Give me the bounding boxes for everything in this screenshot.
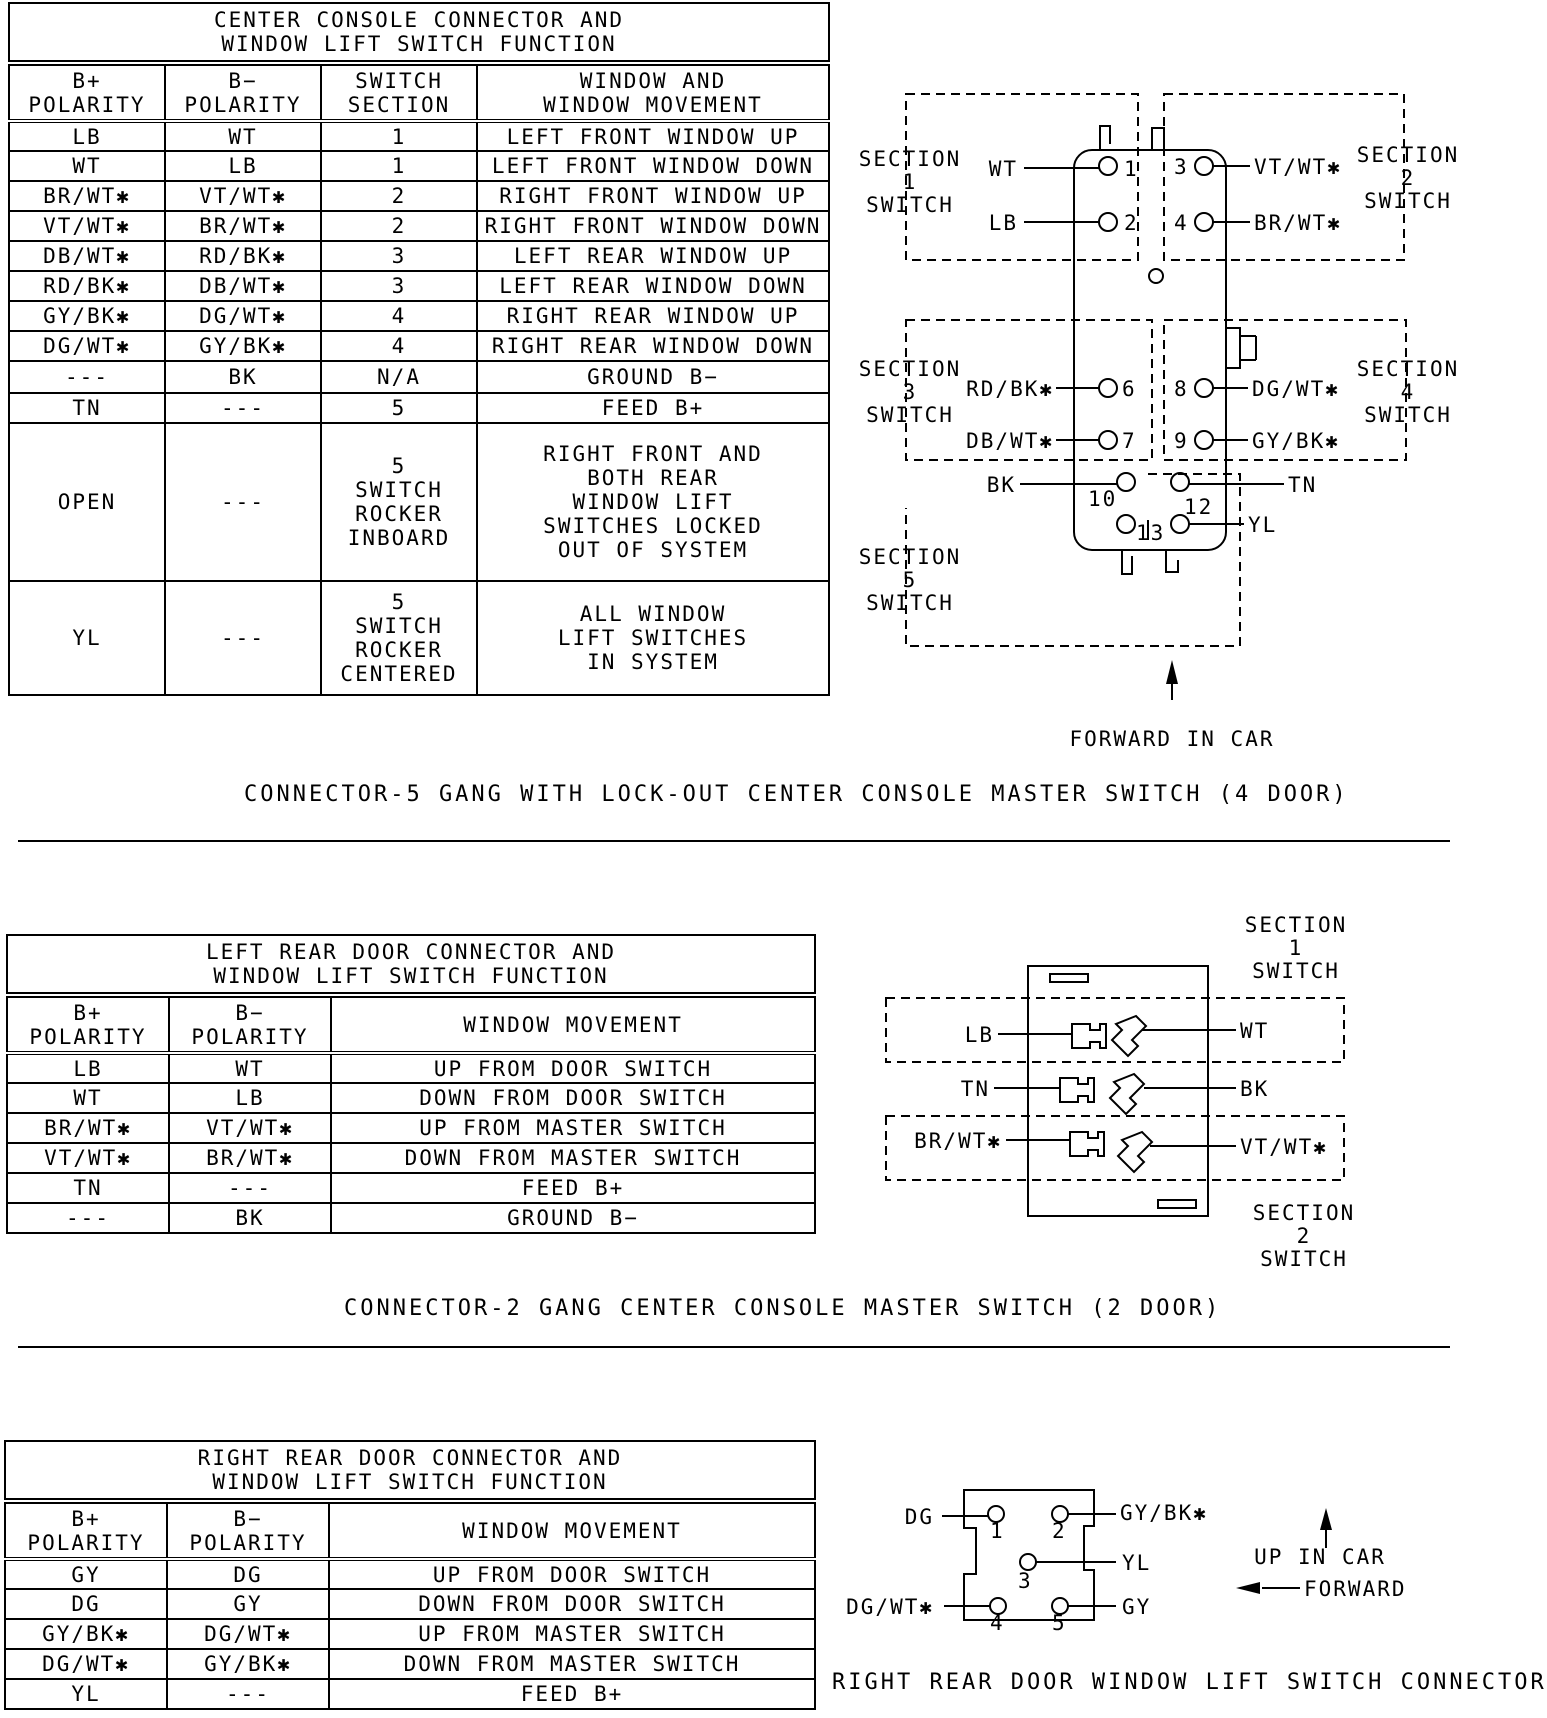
pin-8 — [1195, 379, 1213, 397]
table-row — [9, 121, 829, 151]
table-cell: RIGHT REAR WINDOW UP — [477, 301, 829, 331]
pin-number: 1 — [990, 1519, 1005, 1543]
table-cell: GROUND B− — [477, 361, 829, 393]
pin-number: 8 — [1174, 377, 1189, 401]
table-cell: DOWN FROM DOOR SWITCH — [329, 1589, 815, 1619]
terminal-icon — [1060, 1078, 1094, 1102]
table-cell: LB — [9, 121, 165, 151]
table-cell: LEFT REAR WINDOW UP — [477, 241, 829, 271]
table-row — [9, 241, 829, 271]
table-cell: --- — [165, 423, 321, 581]
table-cell: RIGHT FRONT WINDOW DOWN — [477, 211, 829, 241]
column-header: B+ POLARITY — [7, 995, 169, 1053]
wire-label-bk: BK — [986, 473, 1016, 497]
table-title: RIGHT REAR DOOR CONNECTOR AND WINDOW LIFT SWITCH FUNCTION — [5, 1441, 815, 1501]
table-cell: GROUND B− — [331, 1203, 815, 1233]
table-cell: WT — [165, 121, 321, 151]
table-cell: WT — [169, 1053, 331, 1083]
table-row — [5, 1649, 815, 1679]
wire-label-dg: DG — [904, 1505, 934, 1529]
table-cell: DB/WT✱ — [165, 271, 321, 301]
table-cell: WT — [9, 151, 165, 181]
table-cell: RD/BK✱ — [9, 271, 165, 301]
table-row — [5, 1679, 815, 1709]
table-cell: UP FROM DOOR SWITCH — [331, 1053, 815, 1083]
side-tab — [1226, 328, 1240, 368]
table-cell: GY/BK✱ — [167, 1649, 329, 1679]
label-line: 5 — [902, 568, 918, 592]
table-cell: --- — [7, 1203, 169, 1233]
table-cell: VT/WT✱ — [9, 211, 165, 241]
wire-label-dg-wt: DG/WT✱ — [1252, 377, 1340, 401]
label-line: SECTION — [1356, 357, 1460, 381]
table-cell: UP FROM DOOR SWITCH — [329, 1559, 815, 1589]
column-header: B− POLARITY — [167, 1501, 329, 1559]
table-row — [5, 1589, 815, 1619]
center-console-table — [8, 2, 830, 696]
table-cell: 2 — [321, 181, 477, 211]
section-2-label — [1357, 143, 1460, 213]
section-4-label — [1357, 357, 1460, 427]
table-row — [7, 1053, 815, 1083]
five-gang-connector-diagram — [840, 80, 1460, 751]
pin-number: 2 — [1124, 211, 1139, 235]
table-cell: LB — [169, 1083, 331, 1113]
table-cell: YL — [5, 1679, 167, 1709]
pin-6 — [1099, 379, 1117, 397]
label-line: SECTION — [1244, 913, 1348, 937]
label-line: 1 — [1288, 936, 1304, 960]
label-line: 1 — [902, 170, 918, 194]
label-line: SWITCH — [866, 403, 954, 427]
table-cell: LEFT FRONT WINDOW DOWN — [477, 151, 829, 181]
pin-7 — [1099, 431, 1117, 449]
table-cell: --- — [165, 393, 321, 423]
table-cell: --- — [167, 1679, 329, 1709]
table-row — [9, 423, 829, 581]
pin-9 — [1195, 431, 1213, 449]
up-arrow-icon — [1320, 1508, 1332, 1530]
table-cell: YL — [9, 581, 165, 695]
label-line: SWITCH — [866, 591, 954, 615]
table-title: LEFT REAR DOOR CONNECTOR AND WINDOW LIFT SWITCH FUNCTION — [7, 935, 815, 995]
forward-in-car-label: FORWARD IN CAR — [1069, 727, 1275, 751]
wire-label-lb: LB — [964, 1023, 994, 1047]
table-cell: UP FROM MASTER SWITCH — [331, 1113, 815, 1143]
label-line: SWITCH — [1252, 959, 1340, 983]
terminal-angled-icon — [1118, 1132, 1152, 1172]
table-cell: BR/WT✱ — [7, 1113, 169, 1143]
wire-label-rd-bk: RD/BK✱ — [966, 377, 1054, 401]
left-rear-door-table — [6, 934, 816, 1234]
table-cell: DB/WT✱ — [9, 241, 165, 271]
pin-number: 13 — [1136, 521, 1166, 545]
table-cell: LEFT REAR WINDOW DOWN — [477, 271, 829, 301]
table-row — [7, 1203, 815, 1233]
wire-label-tn: TN — [1288, 473, 1318, 497]
right-rear-connector-caption: RIGHT REAR DOOR WINDOW LIFT SWITCH CONNECTOR — [832, 1670, 1547, 1695]
table-cell: OPEN — [9, 423, 165, 581]
table-cell: DOWN FROM MASTER SWITCH — [329, 1649, 815, 1679]
column-header: WINDOW AND WINDOW MOVEMENT — [477, 63, 829, 121]
table-row — [9, 361, 829, 393]
pin-2 — [1099, 213, 1117, 231]
table-cell: BR/WT✱ — [165, 211, 321, 241]
table-cell: GY/BK✱ — [9, 301, 165, 331]
table-cell: ALL WINDOW LIFT SWITCHES IN SYSTEM — [477, 581, 829, 695]
table-cell: DG/WT✱ — [5, 1649, 167, 1679]
section-1-box — [906, 94, 1138, 260]
table-cell: VT/WT✱ — [7, 1143, 169, 1173]
table-cell: UP FROM MASTER SWITCH — [329, 1619, 815, 1649]
table-cell: BR/WT✱ — [169, 1143, 331, 1173]
table-row — [9, 211, 829, 241]
latch-top — [1100, 126, 1164, 150]
label-line: 3 — [902, 380, 918, 404]
table-cell: RIGHT FRONT WINDOW UP — [477, 181, 829, 211]
table-cell: BK — [165, 361, 321, 393]
table-cell: DG/WT✱ — [165, 301, 321, 331]
table-cell: 5 — [321, 393, 477, 423]
label-line: SECTION — [858, 545, 962, 569]
divider — [18, 1346, 1450, 1348]
divider — [18, 840, 1450, 842]
table-cell: LB — [7, 1053, 169, 1083]
forward-arrow-icon — [1166, 660, 1178, 684]
table-cell: 5 SWITCH ROCKER CENTERED — [321, 581, 477, 695]
two-gang-connector-diagram — [840, 900, 1456, 1300]
column-header: WINDOW MOVEMENT — [329, 1501, 815, 1559]
table-cell: 2 — [321, 211, 477, 241]
section-1-box — [886, 998, 1344, 1062]
table-cell: --- — [165, 581, 321, 695]
table-cell: DG — [5, 1589, 167, 1619]
table-cell: FEED B+ — [329, 1679, 815, 1709]
table-row — [7, 1113, 815, 1143]
table-cell: FEED B+ — [477, 393, 829, 423]
label-line: SECTION — [1356, 143, 1460, 167]
wire-label-bk: BK — [1240, 1077, 1270, 1101]
column-header: WINDOW MOVEMENT — [331, 995, 815, 1053]
terminal-icon — [1070, 1132, 1104, 1156]
wire-label-br-wt: BR/WT✱ — [1254, 211, 1342, 235]
table-cell: N/A — [321, 361, 477, 393]
table-cell: 1 — [321, 151, 477, 181]
table-row — [9, 301, 829, 331]
wire-label-wt: WT — [988, 157, 1018, 181]
pin-3 — [1195, 157, 1213, 175]
table-cell: LEFT FRONT WINDOW UP — [477, 121, 829, 151]
forward-arrow-icon — [1236, 1582, 1260, 1594]
table-cell: --- — [169, 1173, 331, 1203]
table-cell: GY/BK✱ — [165, 331, 321, 361]
pin-number: 4 — [1174, 211, 1189, 235]
table-cell: DG/WT✱ — [167, 1619, 329, 1649]
pin-10 — [1117, 473, 1135, 491]
pin-number: 6 — [1122, 377, 1137, 401]
table-row — [7, 1173, 815, 1203]
label-line: 2 — [1400, 166, 1416, 190]
pin-13 — [1117, 515, 1135, 533]
table-cell: BR/WT✱ — [9, 181, 165, 211]
pin-4 — [1195, 213, 1213, 231]
table-row — [9, 181, 829, 211]
connector-2-caption: CONNECTOR-2 GANG CENTER CONSOLE MASTER SWITCH (2 DOOR) — [344, 1296, 1222, 1321]
section-1-label — [859, 147, 962, 217]
table-row — [9, 581, 829, 695]
table-cell: LB — [165, 151, 321, 181]
table-row — [7, 1143, 815, 1173]
label-line: SECTION — [858, 147, 962, 171]
right-rear-door-table — [4, 1440, 816, 1710]
table-cell: DOWN FROM MASTER SWITCH — [331, 1143, 815, 1173]
label-line: SWITCH — [866, 193, 954, 217]
table-row — [9, 331, 829, 361]
table-cell: DG/WT✱ — [9, 331, 165, 361]
table-cell: 3 — [321, 271, 477, 301]
pin-number: 7 — [1122, 429, 1137, 453]
pin-number: 4 — [990, 1611, 1005, 1635]
wire-label-vt-wt: VT/WT✱ — [1254, 155, 1342, 179]
table-cell: TN — [7, 1173, 169, 1203]
label-line: SECTION — [1252, 1201, 1356, 1225]
latch-bottom — [1122, 550, 1178, 574]
section-3-label — [859, 357, 962, 427]
terminal-icon — [1072, 1024, 1106, 1048]
table-cell: GY — [5, 1559, 167, 1589]
table-cell: GY/BK✱ — [5, 1619, 167, 1649]
column-header: B− POLARITY — [169, 995, 331, 1053]
pin-number: 9 — [1174, 429, 1189, 453]
pin-number: 3 — [1018, 1569, 1033, 1593]
pin-number: 12 — [1184, 495, 1214, 519]
label-line: 2 — [1296, 1224, 1312, 1248]
wire-label-br-wt: BR/WT✱ — [914, 1129, 1002, 1153]
key-hole — [1149, 269, 1163, 283]
table-cell: TN — [9, 393, 165, 423]
wire-label-gy-bk: GY/BK✱ — [1252, 429, 1340, 453]
table-cell: GY — [167, 1589, 329, 1619]
table-cell: 5 SWITCH ROCKER INBOARD — [321, 423, 477, 581]
table-cell: BK — [169, 1203, 331, 1233]
table-row — [5, 1619, 815, 1649]
table-cell: 4 — [321, 301, 477, 331]
wire-label-wt: WT — [1240, 1019, 1270, 1043]
column-header: B+ POLARITY — [9, 63, 165, 121]
terminal-angled-icon — [1110, 1074, 1144, 1114]
pin-number: 10 — [1088, 487, 1118, 511]
wire-label-dg-wt: DG/WT✱ — [846, 1595, 934, 1619]
pin-number: 3 — [1174, 155, 1189, 179]
wire-label-yl: YL — [1122, 1551, 1152, 1575]
wire-label-vt-wt: VT/WT✱ — [1240, 1135, 1328, 1159]
wire-label-tn: TN — [960, 1077, 990, 1101]
table-row — [9, 393, 829, 423]
column-header: B− POLARITY — [165, 63, 321, 121]
section-1-label — [1245, 913, 1348, 983]
table-title: CENTER CONSOLE CONNECTOR AND WINDOW LIFT SWITCH FUNCTION — [9, 3, 829, 63]
pin-12 — [1171, 473, 1189, 491]
table-cell: WT — [7, 1083, 169, 1113]
section-5-label — [859, 545, 962, 615]
wire-label-gy: GY — [1122, 1595, 1152, 1619]
connector-5-caption: CONNECTOR-5 GANG WITH LOCK-OUT CENTER CONSOLE MASTER SWITCH (4 DOOR) — [244, 782, 1349, 807]
table-row — [5, 1559, 815, 1589]
up-in-car-label: UP IN CAR — [1254, 1545, 1386, 1569]
column-header: B+ POLARITY — [5, 1501, 167, 1559]
forward-label: FORWARD — [1304, 1577, 1407, 1601]
table-cell: --- — [9, 361, 165, 393]
pin-1 — [1099, 157, 1117, 175]
table-cell: 1 — [321, 121, 477, 151]
label-line: SWITCH — [1364, 189, 1452, 213]
table-cell: RIGHT REAR WINDOW DOWN — [477, 331, 829, 361]
wire-label-db-wt: DB/WT✱ — [966, 429, 1054, 453]
table-cell: VT/WT✱ — [169, 1113, 331, 1143]
table-cell: 3 — [321, 241, 477, 271]
pin-number: 2 — [1052, 1519, 1067, 1543]
table-cell: 4 — [321, 331, 477, 361]
table-cell: FEED B+ — [331, 1173, 815, 1203]
table-cell: DOWN FROM DOOR SWITCH — [331, 1083, 815, 1113]
pin-number: 5 — [1052, 1611, 1067, 1635]
section-2-label — [1253, 1201, 1356, 1271]
label-line: SWITCH — [1260, 1247, 1348, 1271]
table-cell: VT/WT✱ — [165, 181, 321, 211]
wire-label-yl: YL — [1248, 513, 1278, 537]
column-header: SWITCH SECTION — [321, 63, 477, 121]
pin-3 — [1020, 1554, 1036, 1570]
label-line: SWITCH — [1364, 403, 1452, 427]
wire-label-lb: LB — [988, 211, 1018, 235]
table-cell: DG — [167, 1559, 329, 1589]
terminal-angled-icon — [1112, 1016, 1146, 1056]
table-cell: RD/BK✱ — [165, 241, 321, 271]
pin-number: 1 — [1124, 157, 1139, 181]
label-line: 4 — [1400, 380, 1416, 404]
table-row — [9, 271, 829, 301]
table-cell: RIGHT FRONT AND BOTH REAR WINDOW LIFT SWITCHES LOCKED OUT OF SYSTEM — [477, 423, 829, 581]
wire-label-gy-bk: GY/BK✱ — [1120, 1501, 1208, 1525]
table-row — [7, 1083, 815, 1113]
label-line: SECTION — [858, 357, 962, 381]
table-row — [9, 151, 829, 181]
